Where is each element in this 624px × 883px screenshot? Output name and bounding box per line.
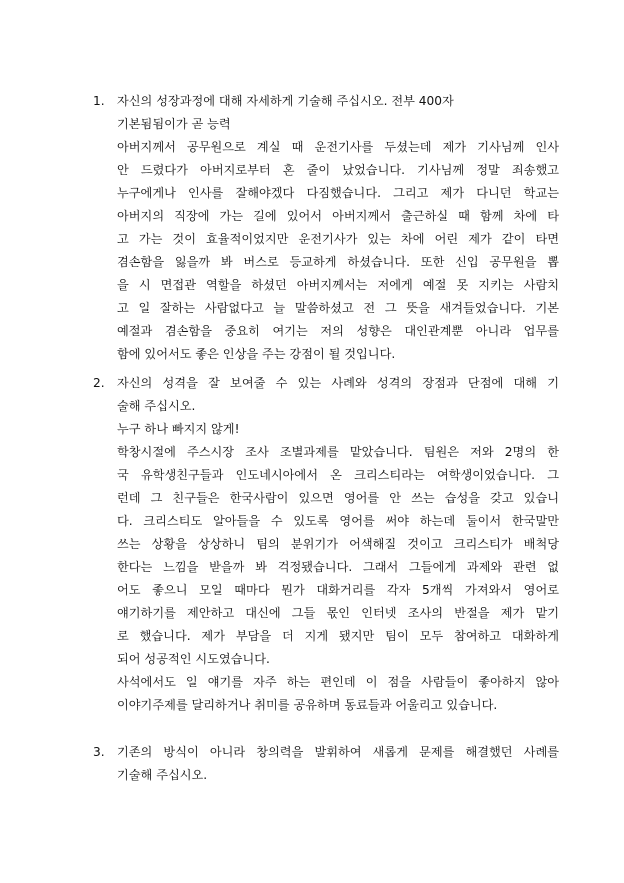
- answer-line: 안 드렸다가 아버지로부터 혼 줄이 났었습니다. 기사님께 정말 죄송했고: [117, 163, 559, 177]
- answer-line: 런데 그 친구들은 한국사람이 있으면 영어를 안 쓰는 습성을 갖고 있습니: [117, 491, 559, 505]
- answer-line: 다. 크리스티도 알아들을 수 있도록 영어를 써야 하는데 둘이서 한국말만: [117, 514, 559, 528]
- answer-1: [117, 113, 559, 366]
- answer-line: 아버지께서 공무원으로 계실 때 운전기사를 두셨는데 제가 기사님께 인사: [117, 140, 559, 154]
- answer-line: 로 했습니다. 제가 부담을 더 지게 됐지만 팀이 모두 참여하고 대화하게: [117, 629, 559, 643]
- answer-line: 겸손함을 잃을까 봐 버스로 등교하게 하셨습니다. 또한 신입 공무원을 뽑: [117, 255, 559, 269]
- answer-subtitle: 기본됨됨이가 곧 능력: [117, 117, 231, 131]
- question-text: 기존의 방식이 아니라 창의력을 발휘하여 새롭게 문제를 해결했던 사례를: [117, 745, 559, 759]
- answer-line: 고 가는 것이 효율적이었지만 운전기사가 있는 차에 어린 제가 같이 타면: [117, 232, 559, 246]
- answer-line: 예절과 겸손함을 중요히 여기는 저의 성향은 대인관계뿐 아니라 업무를: [117, 324, 559, 338]
- question-number: 2.: [93, 376, 105, 390]
- answer-line: 을 시 면접관 역할을 하셨던 아버지께서는 저에게 예절 못 지키는 사람치: [117, 278, 559, 292]
- answer-line: 이야기주제를 달리하거나 취미를 공유하며 동료들과 어울리고 있습니다.: [117, 698, 498, 712]
- question-text: 기술해 주십시오.: [117, 768, 208, 782]
- question-section-1: [93, 90, 559, 366]
- answer-line: 학창시절에 주스시장 조사 조별과제를 맡았습니다. 팀원은 저와 2명의 한: [117, 445, 559, 459]
- question-section-2: [93, 372, 559, 717]
- answer-line: 함에 있어서도 좋은 인상을 주는 강점이 될 것입니다.: [117, 347, 396, 361]
- answer-2: [117, 418, 559, 717]
- answer-line: 아버지의 직장에 가는 길에 있어서 아버지께서 출근하실 때 함께 차에 타: [117, 209, 559, 223]
- answer-line: 국 유학생친구들과 인도네시아에서 온 크리스티라는 여학생이었습니다. 그: [117, 468, 559, 482]
- question-2: [93, 372, 559, 418]
- answer-line: 한다는 느낌을 받을까 봐 걱정됐습니다. 그래서 그들에게 과제와 관련 없: [117, 560, 559, 574]
- question-section-3: [93, 741, 559, 787]
- question-text: 술해 주십시오.: [117, 399, 196, 413]
- question-text: 자신의 성장과정에 대해 자세하게 기술해 주십시오. 전부 400자: [117, 94, 454, 108]
- answer-line: 되어 성공적인 시도였습니다.: [117, 652, 270, 666]
- answer-line: 쓰는 상황을 상상하니 팀의 분위기가 어색해질 것이고 크리스티가 배척당: [117, 537, 559, 551]
- question-number: 3.: [93, 745, 105, 759]
- question-text: 자신의 성격을 잘 보여줄 수 있는 사례와 성격의 장점과 단점에 대해 기: [117, 376, 559, 390]
- answer-line: 어도 좋으니 모일 때마다 뭔가 대화거리를 각자 5개씩 가져와서 영어로: [117, 583, 559, 597]
- answer-subtitle: 누구 하나 빠지지 않게!: [117, 422, 240, 436]
- answer-line: 얘기하기를 제안하고 대신에 그들 몫인 인터넷 조사의 반절을 제가 맡기: [117, 606, 559, 620]
- answer-line: 사석에서도 일 얘기를 자주 하는 편인데 이 점을 사람들이 좋아하지 않아: [117, 675, 559, 689]
- question-3: [93, 741, 559, 787]
- question-number: 1.: [93, 94, 105, 108]
- question-1: [93, 90, 559, 113]
- answer-line: 누구에게나 인사를 잘해야겠다 다짐했습니다. 그리고 제가 다니던 학교는: [117, 186, 559, 200]
- answer-line: 고 일 잘하는 사람없다고 늘 말씀하셨고 전 그 뜻을 새겨들었습니다. 기본: [117, 301, 559, 315]
